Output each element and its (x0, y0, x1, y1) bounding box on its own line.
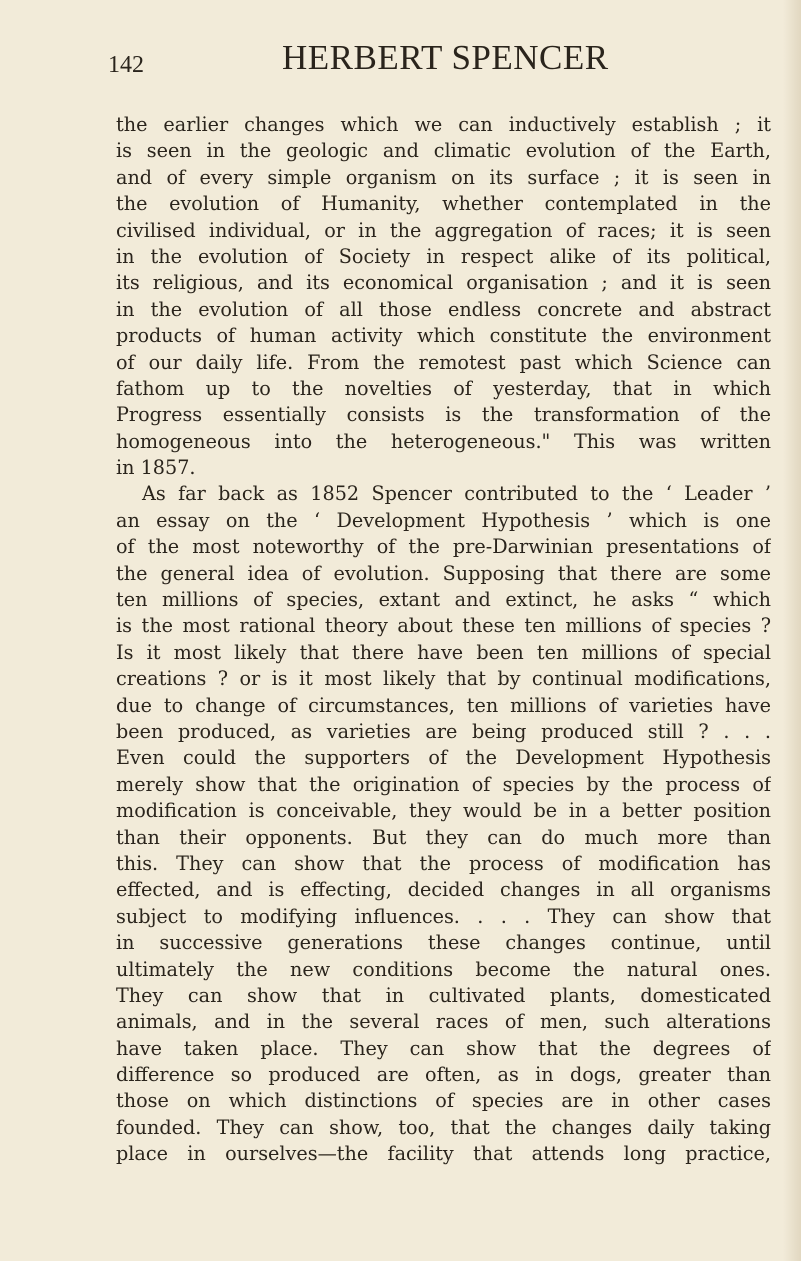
text-line: fathom up to the novelties of yesterday, that in which (116, 376, 771, 400)
text-line: merely show that the origination of species by the process of (116, 772, 771, 796)
paragraph-first-line: As far back as 1852 Spencer contributed to the ‘ Leader ’ (142, 482, 771, 506)
text-line: its religious, and its economical organisation ; and it is seen (116, 271, 771, 295)
text-line: creations ? or is it most likely that by continual modifications, (116, 667, 771, 691)
text-line: Progress essentially consists is the transformation of the (116, 403, 771, 427)
text-line: in the evolution of Society in respect alike of its political, (116, 244, 771, 268)
text-line: due to change of circumstances, ten millions of varieties have (116, 693, 771, 717)
text-line: founded. They can show, too, that the changes daily taking (116, 1115, 771, 1139)
text-line: the general idea of evolution. Supposing that there are some (116, 561, 771, 585)
running-title: HERBERT SPENCER (282, 38, 609, 77)
page-number: 142 (108, 52, 144, 78)
text-line: been produced, as varieties are being produced still ? . . . (116, 719, 771, 743)
text-line: is seen in the geologic and climatic evolution of the Earth, (116, 139, 771, 163)
text-line: subject to modifying influences. . . . They can show that (116, 904, 771, 928)
text-line: an essay on the ‘ Development Hypothesis ’ which is one (116, 508, 771, 532)
text-line: and of every simple organism on its surface ; it is seen in (116, 165, 771, 189)
text-line: place in ourselves—the facility that attends long practice, (116, 1142, 771, 1166)
text-line: this. They can show that the process of modification has (116, 851, 771, 875)
text-line: civilised individual, or in the aggregation of races; it is seen (116, 218, 771, 242)
text-line: in successive generations these changes continue, until (116, 931, 771, 955)
text-line: have taken place. They can show that the degrees of (116, 1036, 771, 1060)
text-line: those on which distinctions of species are in other cases (116, 1089, 771, 1113)
text-line: homogeneous into the heterogeneous." This was written (116, 429, 771, 453)
running-head (108, 38, 758, 88)
text-line: difference so produced are often, as in dogs, greater than (116, 1063, 771, 1087)
text-line: in 1857. (116, 456, 196, 480)
text-line: animals, and in the several races of men, such alterations (116, 1010, 771, 1034)
text-line: modification is conceivable, they would be in a better position (116, 799, 771, 823)
text-line: the earlier changes which we can inductively establish ; it (116, 113, 771, 136)
text-line: products of human activity which constitute the environment (116, 324, 771, 348)
text-line: the evolution of Humanity, whether contemplated in the (116, 192, 771, 216)
text-line: than their opponents. But they can do much more than (116, 825, 771, 849)
text-line: ten millions of species, extant and extinct, he asks “ which (116, 588, 771, 612)
text-line: Is it most likely that there have been ten millions of special (116, 640, 771, 664)
body-text (116, 112, 771, 1168)
text-line: is the most rational theory about these ten millions of species ? (116, 614, 771, 638)
text-line: Even could the supporters of the Development Hypothesis (116, 746, 771, 770)
page-edge-shadow (783, 0, 801, 1261)
text-line: ultimately the new conditions become the natural ones. (116, 957, 771, 981)
text-line: of our daily life. From the remotest past which Science can (116, 350, 771, 374)
text-line: in the evolution of all those endless concrete and abstract (116, 297, 771, 321)
text-line: effected, and is effecting, decided changes in all organisms (116, 878, 771, 902)
text-line: They can show that in cultivated plants, domesticated (116, 983, 771, 1007)
text-line: of the most noteworthy of the pre-Darwinian presentations of (116, 535, 771, 559)
